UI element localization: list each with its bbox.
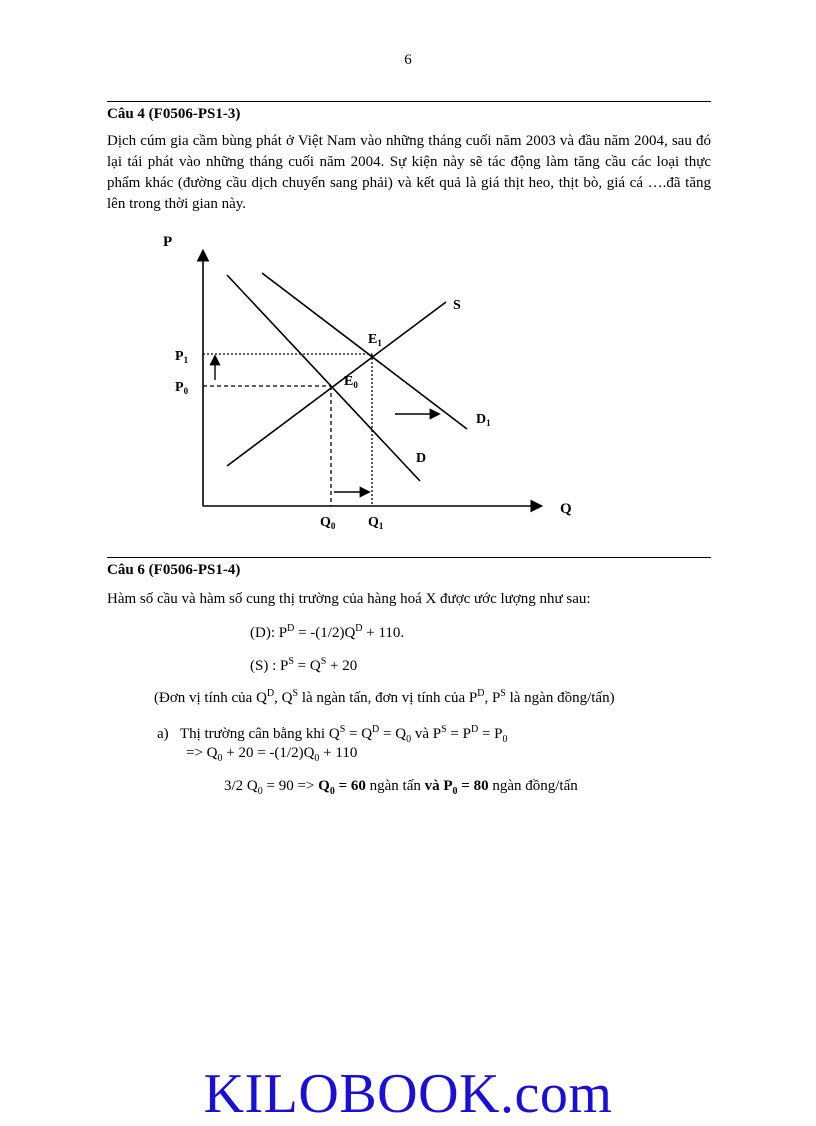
demand-curve (227, 275, 420, 481)
page-number: 6 (404, 52, 412, 68)
e0-label: $E_0$ (344, 374, 358, 390)
e1-label: $E_1$ (368, 332, 382, 348)
supply-demand-graph (0, 225, 816, 545)
supply-function: (S) : $P^S = Q^S + 20$ (250, 656, 358, 674)
section-rule-top (107, 101, 711, 102)
question-4-heading: Câu 4 (F0506-PS1-3) (107, 106, 241, 122)
kilobook-watermark: KILOBOOK.com (203, 1063, 613, 1125)
units-note: (Đơn vị tính của $Q^D$, $Q^S$ là ngàn tấn, đơn vị tính của $P^D$, $P^S$ là ngàn đồng/tấn) (154, 688, 615, 706)
section-rule-middle (107, 557, 711, 558)
p0-label: $P_0$ (175, 380, 189, 396)
q1-label: $Q_1$ (368, 515, 384, 531)
question-4-paragraph: Dịch cúm gia cầm bùng phát ở Việt Nam vào những tháng cuối năm 2003 và đầu năm 2004, sau đó lại tái phát vào những tháng cuối năm 2004. Sự kiện này sẽ tác động làm tăng cầu các loại thực phẩm khác (đường cầu dịch chuyển sang phải) và kết quả là giá thịt heo, thịt bò, giá cá ….đã tăng lên trong thời gian này. (107, 133, 711, 212)
part-a-line-3: 3/2 $Q_0 = 90 => Q_0 = 60$ ngàn tấn và $P_0 = 80$ ngàn đồng/tấn (224, 778, 578, 797)
y-axis-label: P (163, 234, 173, 250)
demand-curve-shifted (262, 273, 467, 429)
demand-label: D (416, 451, 427, 466)
supply-curve (227, 302, 446, 466)
demand-function: (D): $P^D = -(1/2)Q^D + 110$. (250, 623, 405, 641)
question-6-intro: Hàm số cầu và hàm số cung thị trường của hàng hoá X được ước lượng như sau: (107, 591, 591, 607)
part-a-line-2: => $Q_0 + 20 = -(1/2)Q_0 + 110$ (186, 745, 358, 764)
question-6-heading: Câu 6 (F0506-PS1-4) (107, 562, 241, 578)
p1-label: $P_1$ (175, 349, 189, 365)
demand-shifted-label: $D_1$ (476, 412, 491, 428)
part-a-line-1: a) Thị trường cân bằng khi $Q^S = Q^D = Q_0$ và $P^S = P^D = P_0$ (157, 724, 508, 745)
q0-label: $Q_0$ (320, 515, 336, 531)
x-axis-label: Q (560, 501, 572, 517)
supply-label: S (453, 298, 461, 313)
